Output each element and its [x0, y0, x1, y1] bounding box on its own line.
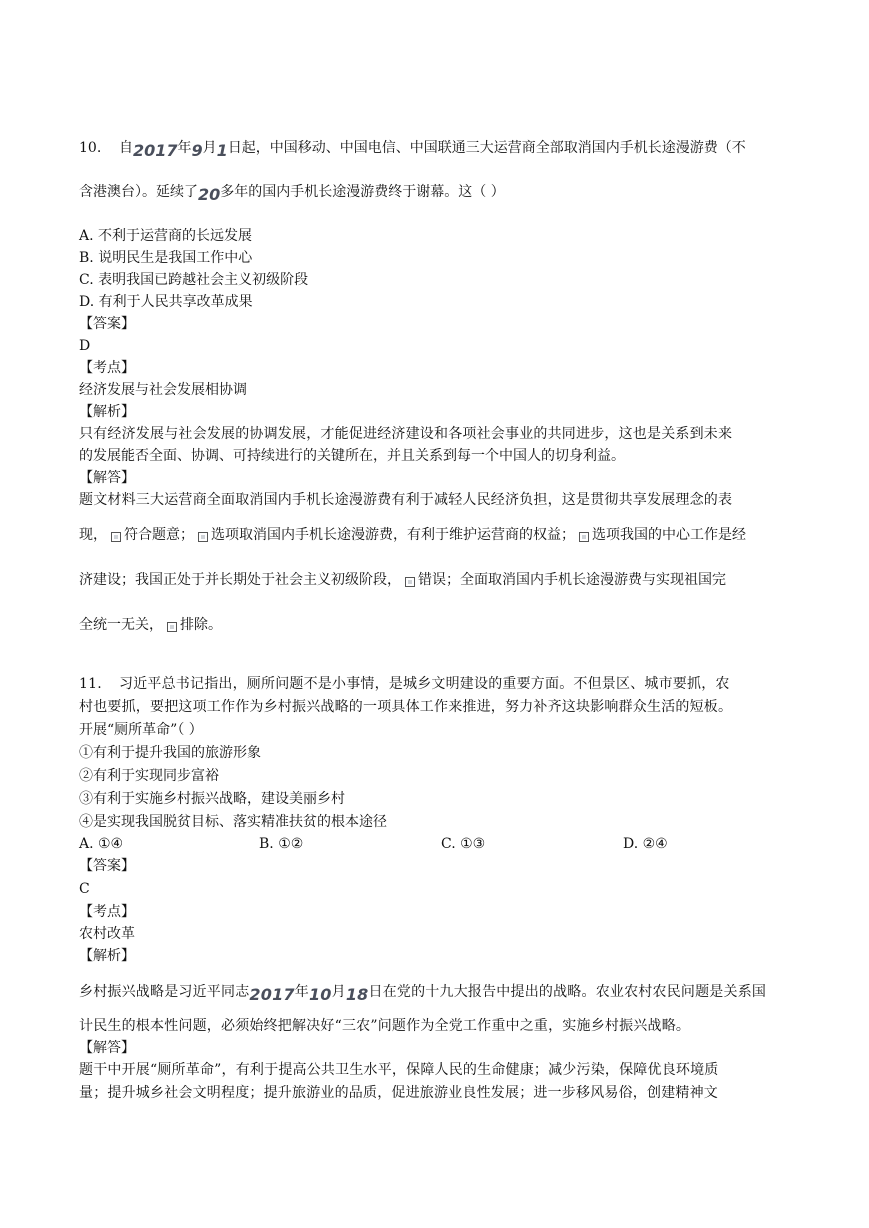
q10-solution-text: 排除。: [180, 617, 222, 633]
q11-analysis-line-1: [79, 981, 766, 1002]
q11-solution-line-1: 题干中开展“厕所革命”，有利于提高公共卫生水平，保障人民的生命健康；减少污染，保障优良环境质: [79, 1062, 719, 1078]
q10-number: 10.: [79, 140, 102, 156]
q11-item-4: ④是实现我国脱贫目标、落实精准扶贫的根本途径: [79, 814, 387, 830]
q11-stem-line-1: [79, 674, 730, 694]
q11-analysis-text: 乡村振兴战略是习近平同志: [79, 984, 250, 1000]
option-placeholder-icon: [167, 622, 177, 632]
q10-stem-text: 多年的国内手机长途漫游费终于谢幕。这（ ）: [220, 184, 505, 200]
q11-analysis-line-2: 计民生的根本性问题，必须始终把解决好“三农”问题作为全党工作重中之重，实施乡村振兴战略。: [79, 1018, 691, 1034]
q10-option-d: D. 有利于人民共享改革成果: [79, 294, 253, 310]
q10-stem-text: 日起，中国移动、中国电信、中国联通三大运营商全部取消国内手机长途漫游费（不: [227, 140, 746, 156]
q10-analysis-label: 【解析】: [79, 404, 135, 420]
q10-solution-text: 现，: [79, 527, 107, 543]
q10-solution-line-1: 题文材料三大运营商全面取消国内手机长途漫游费有利于减轻人民经济负担，这是贯彻共享发展理念的表: [79, 492, 733, 508]
q10-analysis-line-2: 的发展能否全面、协调、可持续进行的关键所在，并且关系到每一个中国人的切身利益。: [79, 448, 625, 464]
q11-number: 11.: [79, 676, 102, 692]
q11-item-2: ②有利于实现同步富裕: [79, 768, 219, 784]
q11-day-formula: 18: [345, 985, 369, 1004]
q11-analysis-label: 【解析】: [79, 948, 135, 964]
q10-solution-text: 选项取消国内手机长途漫游费，有利于维护运营商的权益；: [211, 527, 575, 543]
q11-item-3: ③有利于实施乡村振兴战略，建设美丽乡村: [79, 791, 345, 807]
q10-answer-label: 【答案】: [79, 316, 135, 332]
option-placeholder-icon: [198, 532, 208, 542]
q10-option-a: A. 不利于运营商的长远发展: [79, 228, 253, 244]
q10-stem-line-2: [79, 181, 505, 202]
q11-stem-text: 习近平总书记指出，厕所问题不是小事情，是城乡文明建设的重要方面。不但景区、城市要抓，农: [119, 676, 730, 692]
q11-item-1: ①有利于提升我国的旅游形象: [79, 745, 261, 761]
q10-year-formula: 2017: [133, 141, 178, 160]
option-placeholder-icon: [405, 577, 415, 587]
q10-solution-label: 【解答】: [79, 470, 135, 486]
q11-option-b: B. ①②: [259, 836, 304, 852]
q10-stem-text: 含港澳台）。延续了: [79, 184, 198, 200]
q10-solution-text: 全统一无关，: [79, 617, 163, 633]
q11-answer: C: [79, 881, 90, 897]
q11-option-d: D. ②④: [623, 836, 668, 852]
q10-option-b: B. 说明民生是我国工作中心: [79, 250, 253, 266]
q10-option-c: C. 表明我国已跨越社会主义初级阶段: [79, 272, 309, 288]
q11-stem-line-2: 村也要抓，要把这项工作作为乡村振兴战略的一项具体工作来推进，努力补齐这块影响群众生活的短板。: [79, 699, 733, 715]
q11-point-label: 【考点】: [79, 904, 135, 920]
q10-solution-line-4: [79, 615, 222, 635]
q10-year-unit: 年: [177, 140, 192, 156]
q11-option-c: C. ①③: [441, 836, 486, 852]
q11-solution-label: 【解答】: [79, 1040, 135, 1056]
q10-day-formula: 1: [216, 141, 228, 160]
q10-month-formula: 9: [191, 141, 203, 160]
q11-month-formula: 10: [308, 985, 332, 1004]
q10-solution-text: 选项我国的中心工作是经: [592, 527, 746, 543]
q11-year-formula: 2017: [249, 985, 295, 1004]
q11-point: 农村改革: [79, 926, 135, 942]
q10-years-formula: 20: [198, 185, 221, 204]
q10-solution-text: 错误；全面取消国内手机长途漫游费与实现祖国完: [418, 572, 726, 588]
q11-month-unit: 月: [331, 984, 346, 1000]
q10-point: 经济发展与社会发展相协调: [79, 382, 247, 398]
q11-solution-line-2: 量；提升城乡社会文明程度；提升旅游业的品质，促进旅游业良性发展；进一步移风易俗，创建精神文: [79, 1085, 718, 1101]
q11-analysis-text: 日在党的十九大报告中提出的战略。农业农村农民问题是关系国: [368, 984, 767, 1000]
q10-solution-line-3: [79, 570, 726, 590]
q10-analysis-line-1: 只有经济发展与社会发展的协调发展，才能促进经济建设和各项社会事业的共同进步，这也是关系到未来: [79, 426, 733, 442]
q10-point-label: 【考点】: [79, 360, 135, 376]
q10-month-unit: 月: [202, 140, 217, 156]
option-placeholder-icon: [111, 532, 121, 542]
option-placeholder-icon: [579, 532, 589, 542]
q11-options-row: [79, 834, 779, 854]
q10-solution-line-2: [79, 525, 746, 545]
q11-option-a: A. ①④: [79, 836, 124, 852]
q10-solution-text: 济建设；我国正处于并长期处于社会主义初级阶段，: [79, 572, 401, 588]
q10-solution-text: 符合题意；: [124, 527, 194, 543]
q10-stem-line-1: [79, 137, 746, 158]
q10-stem-text: 自: [119, 140, 133, 156]
q11-stem-line-3: 开展“厕所革命”（ ）: [79, 722, 203, 738]
q11-year-unit: 年: [294, 984, 309, 1000]
q10-answer: D: [79, 338, 91, 354]
q11-answer-label: 【答案】: [79, 858, 135, 874]
